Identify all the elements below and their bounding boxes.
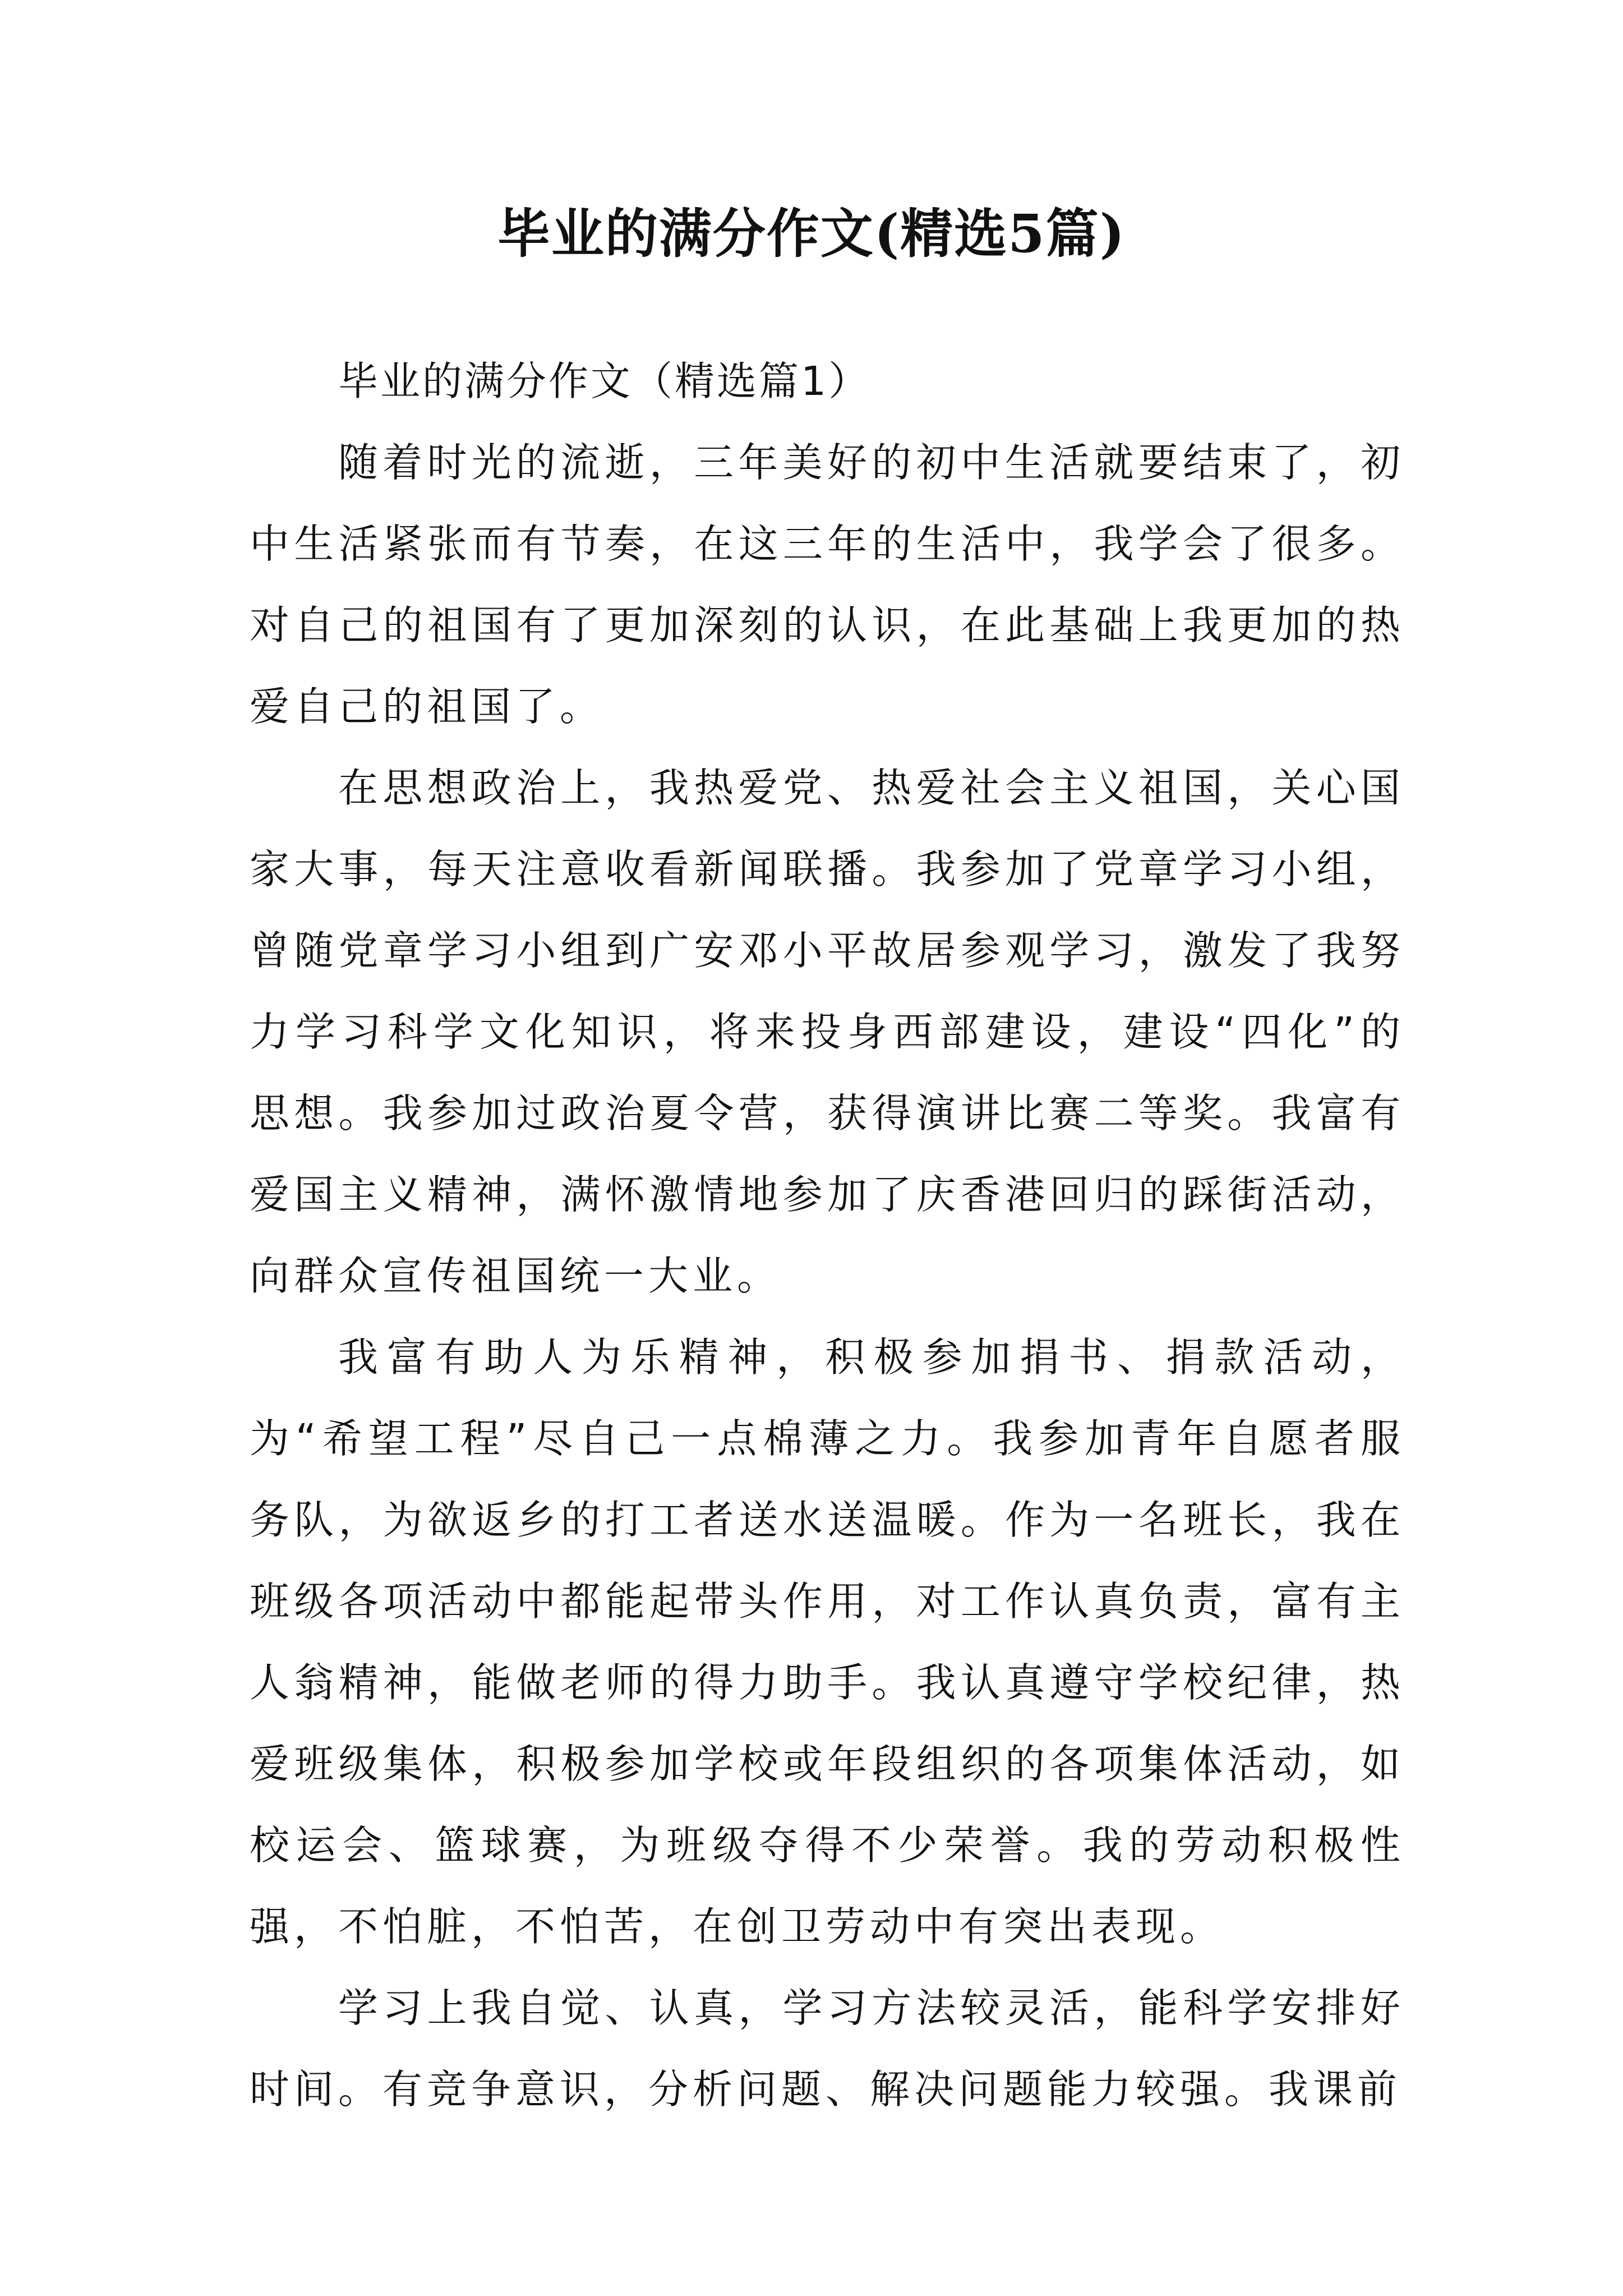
- paragraph: 在思想政治上，我热爱党、热爱社会主义祖国，关心国家大事，每天注意收看新闻联播。我参加了党章学习小组，曾随党章学习小组到广安邓小平故居参观学习，激发了我努力学习科学文化知识，将来投身西部建设，建设“四化”的思想。我参加过政治夏令营，获得演讲比赛二等奖。我富有爱国主义精神，满怀激情地参加了庆香港回归的踩街活动，向群众宣传祖国统一大业。: [250, 765, 1405, 1299]
- document-body: [250, 341, 1405, 2130]
- section-heading: 毕业的满分作文（精选篇1）: [338, 358, 871, 404]
- paragraph: 我富有助人为乐精神，积极参加捐书、捐款活动，为“希望工程”尽自己一点棉薄之力。我参加青年自愿者服务队，为欲返乡的打工者送水送温暖。作为一名班长，我在班级各项活动中都能起带头作用，对工作认真负责，富有主人翁精神，能做老师的得力助手。我认真遵守学校纪律，热爱班级集体，积极参加学校或年段组织的各项集体活动，如校运会、篮球赛，为班级夺得不少荣誉。我的劳动积极性强，不怕脏，不怕苦，在创卫劳动中有突出表现。: [250, 1334, 1405, 1950]
- paragraph: 学习上我自觉、认真，学习方法较灵活，能科学安排好时间。有竞争意识，分析问题、解决问题能力较强。我课前: [250, 1985, 1405, 2113]
- document-title: 毕业的满分作文(精选5篇): [497, 203, 1126, 265]
- paragraph: 随着时光的流逝，三年美好的初中生活就要结束了，初中生活紧张而有节奏，在这三年的生活中，我学会了很多。对自己的祖国有了更加深刻的认识，在此基础上我更加的热爱自己的祖国了。: [250, 439, 1405, 730]
